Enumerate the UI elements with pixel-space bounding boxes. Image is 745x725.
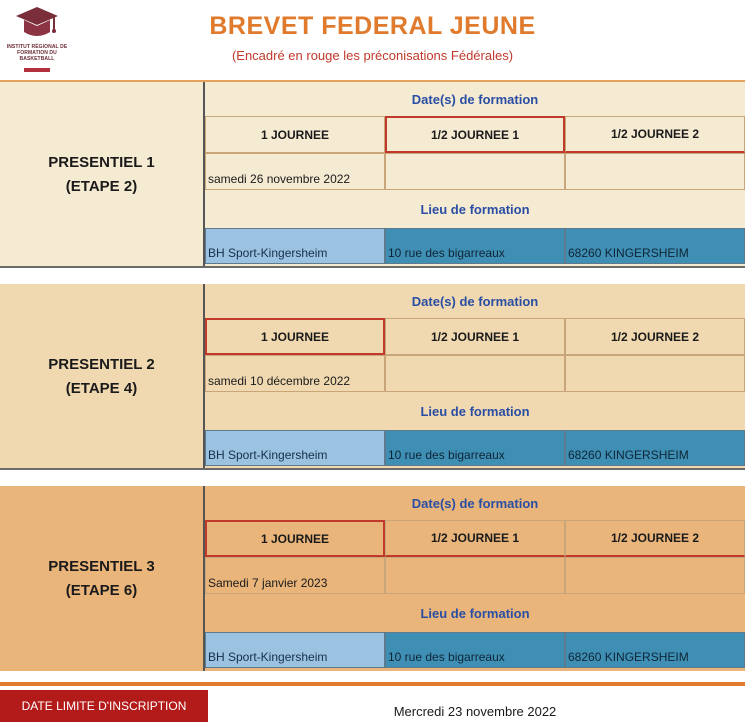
dates-header: Date(s) de formation bbox=[411, 495, 539, 511]
session-block-1 bbox=[0, 82, 745, 267]
section-separator bbox=[0, 266, 745, 286]
place-header: Lieu de formation bbox=[420, 403, 530, 419]
session-title-cell bbox=[0, 82, 203, 267]
dates-header: Date(s) de formation bbox=[411, 293, 539, 309]
logo-text: INSTITUT RÉGIONAL DE FORMATION DU BASKETBALL bbox=[6, 44, 68, 62]
date-half-day-1-cell bbox=[385, 557, 565, 594]
date-half-day-2-cell bbox=[565, 153, 745, 190]
place-header: Lieu de formation bbox=[420, 201, 530, 217]
session-step: (ETAPE 2) bbox=[65, 177, 138, 195]
place-address-cell bbox=[385, 632, 565, 668]
place-name-cell bbox=[205, 632, 385, 668]
place-name: BH Sport-Kingersheim bbox=[208, 650, 328, 664]
place-address: 10 rue des bigarreaux bbox=[388, 246, 505, 260]
deadline-date: Mercredi 23 novembre 2022 bbox=[393, 704, 557, 719]
place-city-cell bbox=[565, 632, 745, 668]
col-half-day-1: 1/2 JOURNEE 1 bbox=[385, 318, 565, 355]
session-date: Samedi 7 janvier 2023 bbox=[208, 576, 328, 590]
place-header: Lieu de formation bbox=[420, 605, 530, 621]
place-city-cell bbox=[565, 228, 745, 264]
col-half-day-1: 1/2 JOURNEE 1 bbox=[385, 116, 565, 153]
place-address: 10 rue des bigarreaux bbox=[388, 650, 505, 664]
place-city-cell bbox=[565, 430, 745, 466]
page-subtitle: (Encadré en rouge les préconisations Fédérales) bbox=[231, 48, 514, 63]
date-half-day-1-cell bbox=[385, 355, 565, 392]
col-half-day-2: 1/2 JOURNEE 2 bbox=[565, 318, 745, 355]
session-name: PRESENTIEL 2 bbox=[48, 355, 155, 373]
place-name: BH Sport-Kingersheim bbox=[208, 246, 328, 260]
footer-divider bbox=[0, 682, 745, 686]
deadline-label: DATE LIMITE D'INSCRIPTION bbox=[0, 690, 208, 722]
place-city: 68260 KINGERSHEIM bbox=[568, 246, 689, 260]
session-details bbox=[205, 284, 745, 469]
session-step: (ETAPE 4) bbox=[65, 379, 138, 397]
col-full-day: 1 JOURNEE bbox=[205, 116, 385, 153]
place-city: 68260 KINGERSHEIM bbox=[568, 448, 689, 462]
place-address-cell bbox=[385, 430, 565, 466]
date-full-day-cell bbox=[205, 355, 385, 392]
place-city: 68260 KINGERSHEIM bbox=[568, 650, 689, 664]
session-title-cell bbox=[0, 486, 203, 671]
col-half-day-2: 1/2 JOURNEE 2 bbox=[565, 520, 745, 557]
date-half-day-2-cell bbox=[565, 557, 745, 594]
col-full-day: 1 JOURNEE bbox=[205, 318, 385, 355]
session-date: samedi 26 novembre 2022 bbox=[208, 172, 351, 186]
session-details bbox=[205, 82, 745, 267]
col-half-day-1: 1/2 JOURNEE 1 bbox=[385, 520, 565, 557]
section-separator bbox=[0, 468, 745, 488]
place-name-cell bbox=[205, 430, 385, 466]
dates-header: Date(s) de formation bbox=[411, 91, 539, 107]
logo-bar bbox=[24, 68, 50, 72]
date-half-day-1-cell bbox=[385, 153, 565, 190]
date-full-day-cell bbox=[205, 557, 385, 594]
place-address-cell bbox=[385, 228, 565, 264]
session-title-cell bbox=[0, 284, 203, 469]
col-full-day: 1 JOURNEE bbox=[205, 520, 385, 557]
session-step: (ETAPE 6) bbox=[65, 581, 138, 599]
col-half-day-2: 1/2 JOURNEE 2 bbox=[565, 116, 745, 153]
date-full-day-cell bbox=[205, 153, 385, 190]
session-details bbox=[205, 486, 745, 671]
session-date: samedi 10 décembre 2022 bbox=[208, 374, 351, 388]
session-block-3 bbox=[0, 486, 745, 671]
session-name: PRESENTIEL 3 bbox=[48, 557, 155, 575]
place-name-cell bbox=[205, 228, 385, 264]
place-address: 10 rue des bigarreaux bbox=[388, 448, 505, 462]
page-title: BREVET FEDERAL JEUNE bbox=[209, 12, 536, 40]
session-name: PRESENTIEL 1 bbox=[48, 153, 155, 171]
place-name: BH Sport-Kingersheim bbox=[208, 448, 328, 462]
session-block-2 bbox=[0, 284, 745, 469]
date-half-day-2-cell bbox=[565, 355, 745, 392]
